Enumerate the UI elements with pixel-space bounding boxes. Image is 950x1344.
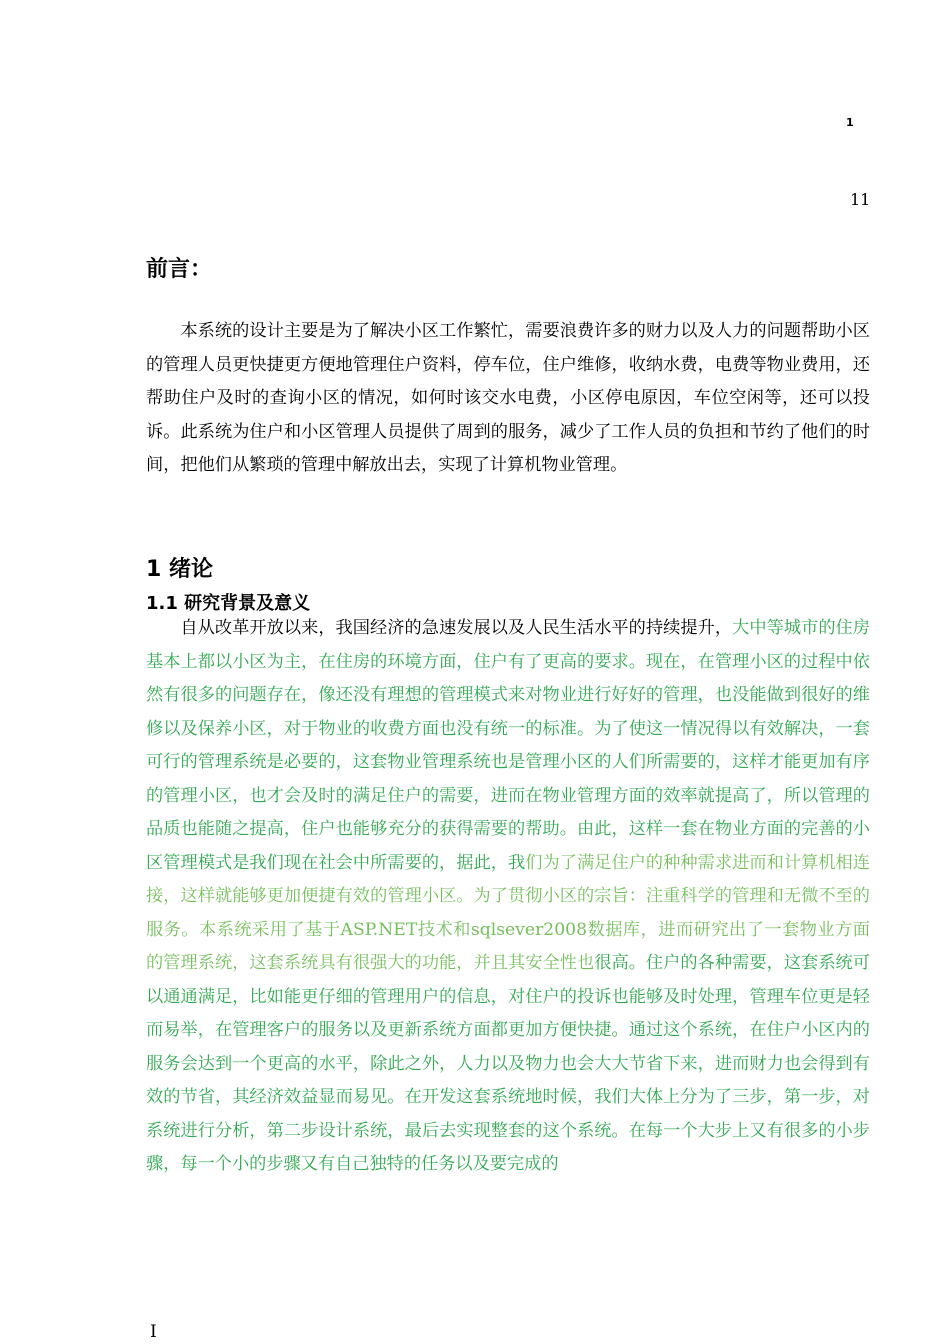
- section-title: 1.1 研究背景及意义: [146, 593, 311, 614]
- paragraph-segment-green: 大中等城市的住房基本上都以小区为主，在住房的环境方面，住户有了更高的要求。现在，在管理小区的过程中依然有很多的问题存在，像还没有理想的管理模式来对物业进行好好的管理，也没能做到很好的维修以及保养小区，对于物业的收费方面也没有统一的标准。为了使这一情况得以有效解决，一套可行的管理系统是必要的，这套物业管理系统也是管理小区的人们所需要的，这样才能更加有序的管理小区，也才会及时的满足住户的需要，进而在物业管理方面的效率就提高了，所以管理的品质也能随之提高，住户也能够充分的获得需要的帮助。由此，这样一套在物业方面的完善的小区管理模式是我们现在社会中所需要的，据此，我: [146, 618, 870, 873]
- preface-title: 前言：: [146, 257, 213, 282]
- chapter-title: 1 绪论: [146, 557, 213, 582]
- footer-page-number: I: [150, 1322, 157, 1342]
- paragraph-segment-lightgreen: 们为了满足住户的种种需求进而和计算机相连接，这样就能够更加便捷有效的管理小区。为了贯彻小区的宗旨：注重科学的管理和无微不至的服务。本系统采用了基于ASP.NET技术和sqlsever2008数据库，进而研究出了一套物业方面的管理系统，这套系统具有很强大的功能，并且其安全性也: [146, 852, 870, 973]
- preface-paragraph: 本系统的设计主要是为了解决小区工作繁忙，需要浪费许多的财力以及人力的问题帮助小区的管理人员更快捷更方便地管理住户资料，停车位，住户维修，收纳水费，电费等物业费用，还帮助住户及时的查询小区的情况，如何时该交水电费，小区停电原因，车位空闲等，还可以投诉。此系统为住户和小区管理人员提供了周到的服务，减少了工作人员的负担和节约了他们的时间，把他们从繁琐的管理中解放出去，实现了计算机物业管理。: [146, 321, 870, 475]
- paragraph-segment-black: 自从改革开放以来，我国经济的急速发展以及人民生活水平的持续提升，: [180, 618, 733, 638]
- paragraph-segment-green-2: 很高。住户的各种需要，这套系统可以通通满足，比如能更仔细的管理用户的信息，对住户的投诉也能够及时处理，管理车位更是轻而易举，在管理客户的服务以及更新系统方面都更加方便快捷。通过这个系统，在住户小区内的服务会达到一个更高的水平，除此之外，人力以及物力也会大大节省下来，进而财力也会得到有效的节省，其经济效益显而易见。在开发这套系统地时候，我们大体上分为了三步，第一步，对系统进行分析，第二步设计系统，最后去实现整套的这个系统。在每一个大步上又有很多的小步骤，每一个小的步骤又有自己独特的任务以及要完成的: [146, 953, 870, 1174]
- header-page-marker: 1: [846, 116, 854, 129]
- page-count: 11: [850, 190, 871, 209]
- section-paragraph: [146, 612, 870, 1182]
